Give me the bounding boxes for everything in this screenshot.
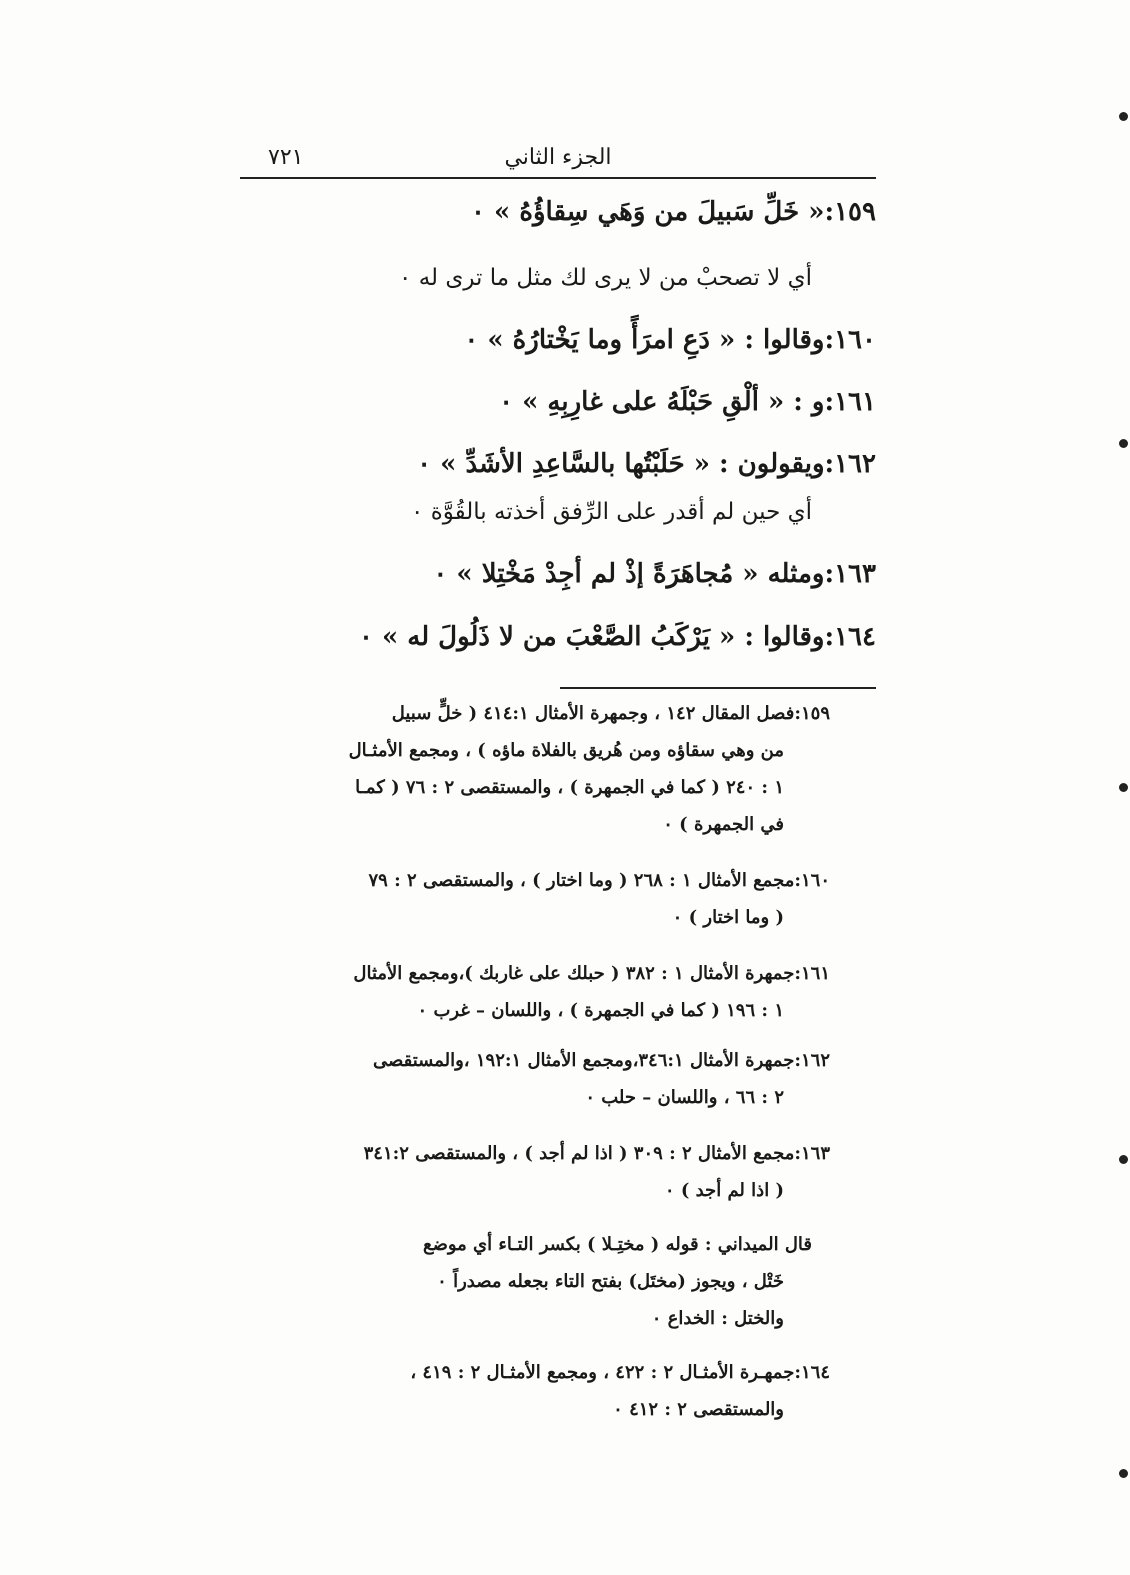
footnote-divider [560, 687, 876, 689]
footnote-line: ٢ : ٦٦ ، واللسان – حلب ٠ [585, 1087, 784, 1108]
footnote-line: خَتْل ، ويجوز (مختَل) بفتح التاء بجعله مصدراً ٠ [437, 1271, 784, 1292]
proverb-159: ١٥٩:« خَلِّ سَبيلَ من وَهَي سِقاؤُهُ » ٠ [471, 197, 876, 227]
proverb-161: ١٦١:و : « ألْقِ حَبْلَهُ على غارِبِهِ » ٠ [499, 387, 876, 417]
proverb-162: ١٦٢:ويقولون : « حَلَبْتُها بالسَّاعِدِ الأشَدِّ » ٠ [417, 449, 876, 479]
footnote-line: والختل : الخداع ٠ [651, 1308, 784, 1329]
footnote-line: من وهي سقاؤه ومن هُريق بالفلاة ماؤه ) ، ومجمع الأمثـال [348, 740, 784, 761]
footnote-line: والمستقصى ٢ : ٤١٢ ٠ [613, 1399, 784, 1420]
footnote-line: ١ : ١٩٦ ( كما في الجمهرة ) ، واللسان – غرب ٠ [417, 1000, 784, 1021]
footnote-line: ( وما اختار ) ٠ [672, 907, 784, 928]
footnote-line: ( اذا لم أجد ) ٠ [664, 1180, 784, 1201]
running-title: الجزء الثاني [504, 145, 612, 170]
scan-mark [1119, 439, 1128, 448]
footnote-line: ١٦١:جمهرة الأمثال ١ : ٣٨٢ ( حبلك على غاربك )،ومجمع الأمثال [353, 963, 830, 984]
page-header [240, 143, 876, 179]
scan-mark [1119, 1469, 1128, 1478]
footnote-line: في الجمهرة ) ٠ [663, 814, 784, 835]
footnote-line: ١٦٠:مجمع الأمثال ١ : ٢٦٨ ( وما اختار ) ، والمستقصى ٢ : ٧٩ [368, 870, 830, 891]
footnote-line: ١ : ٢٤٠ ( كما في الجمهرة ) ، والمستقصى ٢ : ٧٦ ( كمـا [355, 777, 784, 798]
page-number: ٧٢١ [268, 145, 304, 170]
scan-mark [1119, 783, 1128, 792]
footnote-line: ١٥٩:فصل المقال ١٤٢ ، وجمهرة الأمثال ٤١٤:١ ( خلٍّ سبيل [391, 703, 830, 724]
footnote-line: ١٦٣:مجمع الأمثال ٢ : ٣٠٩ ( اذا لم أجد ) ، والمستقصى ٣٤١:٢ [363, 1143, 830, 1164]
footnote-line: قال الميداني : قوله ( مختِـلا ) بكسر التـاء أي موضع [422, 1234, 812, 1255]
proverb-160: ١٦٠:وقالوا : « دَعِ امرَأً وما يَخْتارُهُ » ٠ [464, 325, 876, 355]
gloss-159: أي لا تصحبْ من لا يرى لك مثل ما ترى له ٠ [399, 265, 812, 291]
scan-mark [1119, 112, 1128, 121]
proverb-163: ١٦٣:ومثله « مُجاهَرَةً إذْ لم أجِدْ مَخْتِلا » ٠ [433, 559, 876, 589]
proverb-164: ١٦٤:وقالوا : « يَرْكَبُ الصَّعْبَ من لا ذَلُولَ له » ٠ [358, 622, 876, 652]
footnote-line: ١٦٤:جمهـرة الأمثـال ٢ : ٤٢٢ ، ومجمع الأمثـال ٢ : ٤١٩ ، [410, 1362, 830, 1383]
footnote-line: ١٦٢:جمهرة الأمثال ٣٤٦:١،ومجمع الأمثال ١٩٢:١ ،والمستقصى [372, 1050, 830, 1071]
scan-mark [1119, 1155, 1128, 1164]
gloss-162: أي حين لم أقدر على الرِّفق أخذته بالقُوَّة ٠ [411, 499, 812, 525]
